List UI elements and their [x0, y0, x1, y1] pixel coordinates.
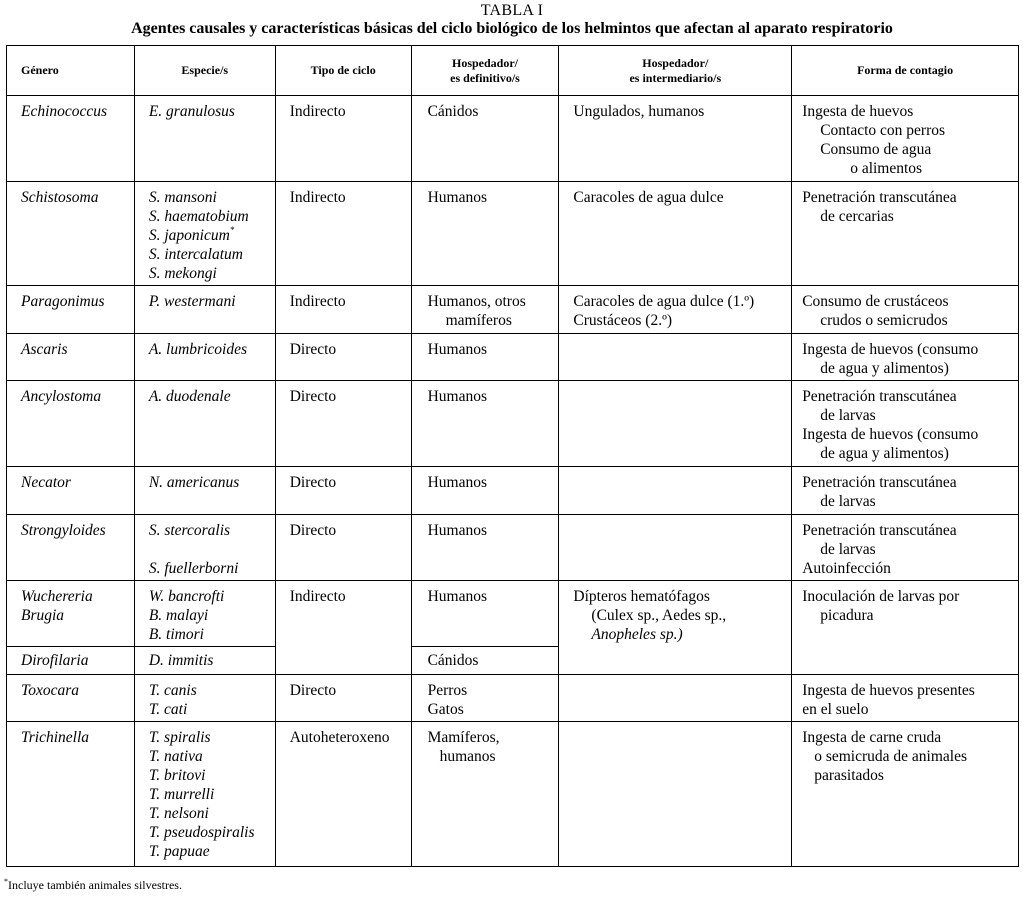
genero-cell: Strongyloides [21, 522, 106, 539]
intermediario-cell: Caracoles de agua dulce (1.º) Crustáceos (2.º) [573, 293, 755, 329]
intermediario-cell: Dípteros hematófagos (Culex sp., Aedes sp., Anopheles sp.) [573, 588, 727, 643]
footnote-text: Incluye también animales silvestres. [8, 878, 182, 892]
table-row [7, 675, 1019, 722]
especie-cell: D. immitis [148, 652, 214, 669]
tipo-cell: Directo [289, 474, 337, 491]
table-row [7, 467, 1019, 515]
definitivo-cell: Mamíferos, humanos [427, 729, 500, 765]
intermediario-cell: Caracoles de agua dulce [573, 189, 724, 206]
header-intermediario: Hospedador/ es intermediario/s [559, 46, 792, 96]
intermediario-cell [559, 381, 791, 387]
footnote-marker: * [4, 877, 8, 886]
especie-cell: A. duodenale [148, 388, 231, 405]
genero-cell: Echinococcus [21, 103, 108, 120]
forma-cell: Ingesta de huevos (consumo de agua y alimentos) [802, 341, 979, 377]
table-title: Agentes causales y características básicas del ciclo biológico de los helmintos que afectan al aparato respiratorio [131, 20, 893, 37]
tipo-cell: Autoheteroxeno [289, 729, 390, 746]
table-row [7, 286, 1019, 334]
definitivo-cell: Humanos, otros mamíferos [427, 293, 526, 329]
definitivo-cell: Humanos [427, 588, 488, 605]
table-row [7, 182, 1019, 286]
tipo-cell: Directo [289, 682, 337, 699]
table-row [7, 381, 1019, 467]
definitivo-cell: Humanos [427, 388, 488, 405]
tipo-cell: Directo [289, 522, 337, 539]
header-genero: Género [7, 46, 135, 96]
header-definitivo: Hospedador/ es definitivo/s [411, 46, 559, 96]
definitivo-cell: Humanos [427, 474, 488, 491]
genero-cell: Wuchereria Brugia [21, 588, 93, 624]
forma-cell: Ingesta de huevos presentes en el suelo [802, 682, 975, 718]
tipo-cell: Indirecto [289, 103, 346, 120]
genero-cell: Schistosoma [21, 189, 99, 206]
tipo-cell: Indirecto [289, 189, 346, 206]
especie-cell: E. granulosus [148, 103, 235, 120]
especie-cell: S. mansoni S. haematobium S. japonicum* S. intercalatum S. mekongi [148, 189, 249, 282]
definitivo-cell: Humanos [427, 522, 488, 539]
definitivo-cell: Humanos [427, 341, 488, 358]
especie-cell: T. spiralis T. nativa T. britovi T. murrelli T. nelsoni T. pseudospiralis T. papuae [148, 729, 255, 860]
header-tipo: Tipo de ciclo [275, 46, 411, 96]
genero-cell: Necator [21, 474, 71, 491]
genero-cell: Paragonimus [21, 293, 105, 310]
tipo-cell: Directo [289, 341, 337, 358]
especie-cell: T. canis T. cati [148, 682, 197, 718]
forma-cell: Ingesta de huevos Contacto con perros Consumo de agua o alimentos [802, 103, 946, 177]
helminth-table [6, 45, 1019, 867]
table-row [7, 515, 1019, 581]
tipo-cell: Indirecto [289, 588, 346, 605]
genero-cell: Toxocara [21, 682, 79, 699]
definitivo-cell: Cánidos [427, 103, 479, 120]
table-row [7, 581, 1019, 647]
genero-cell: Ancylostoma [21, 388, 102, 405]
intermediario-cell: Ungulados, humanos [573, 103, 705, 120]
table-row [7, 334, 1019, 381]
intermediario-cell [559, 515, 791, 521]
especie-cell: W. bancrofti B. malayi B. timori [148, 588, 225, 643]
footnote [4, 878, 182, 893]
intermediario-cell [559, 467, 791, 473]
genero-cell: Ascaris [21, 341, 68, 358]
definitivo-cell: Humanos [427, 189, 488, 206]
header-forma: Forma de contagio [792, 46, 1019, 96]
tipo-cell: Directo [289, 388, 337, 405]
forma-cell: Ingesta de carne cruda o semicruda de animales parasitados [802, 729, 967, 784]
especie-cell: A. lumbricoides [148, 341, 247, 358]
intermediario-cell [559, 334, 791, 340]
forma-cell: Penetración transcutánea de larvas Ingesta de huevos (consumo de agua y alimentos) [802, 388, 979, 462]
forma-cell: Penetración transcutánea de larvas Autoinfección [802, 522, 957, 577]
intermediario-cell [559, 675, 791, 681]
definitivo-cell: Cánidos [427, 652, 479, 669]
forma-cell: Inoculación de larvas por picadura [802, 588, 960, 624]
header-especie: Especie/s [134, 46, 275, 96]
table-row [7, 96, 1019, 182]
especie-cell: S. stercoralis S. fuellerborni [148, 522, 239, 577]
especie-cell: N. americanus [148, 474, 240, 491]
especie-cell: P. westermani [148, 293, 236, 310]
forma-cell: Penetración transcutánea de cercarias [802, 189, 957, 225]
intermediario-cell [559, 722, 791, 728]
genero-cell: Dirofilaria [21, 652, 89, 669]
table-number: TABLA I [480, 2, 544, 19]
tipo-cell: Indirecto [289, 293, 346, 310]
forma-cell: Consumo de crustáceos crudos o semicrudos [802, 293, 949, 329]
forma-cell: Penetración transcutánea de larvas [802, 474, 957, 510]
definitivo-cell: Perros Gatos [427, 682, 468, 718]
header-row [7, 46, 1019, 96]
table-row [7, 722, 1019, 867]
genero-cell: Trichinella [21, 729, 90, 746]
footnote-mark: * [229, 225, 235, 235]
